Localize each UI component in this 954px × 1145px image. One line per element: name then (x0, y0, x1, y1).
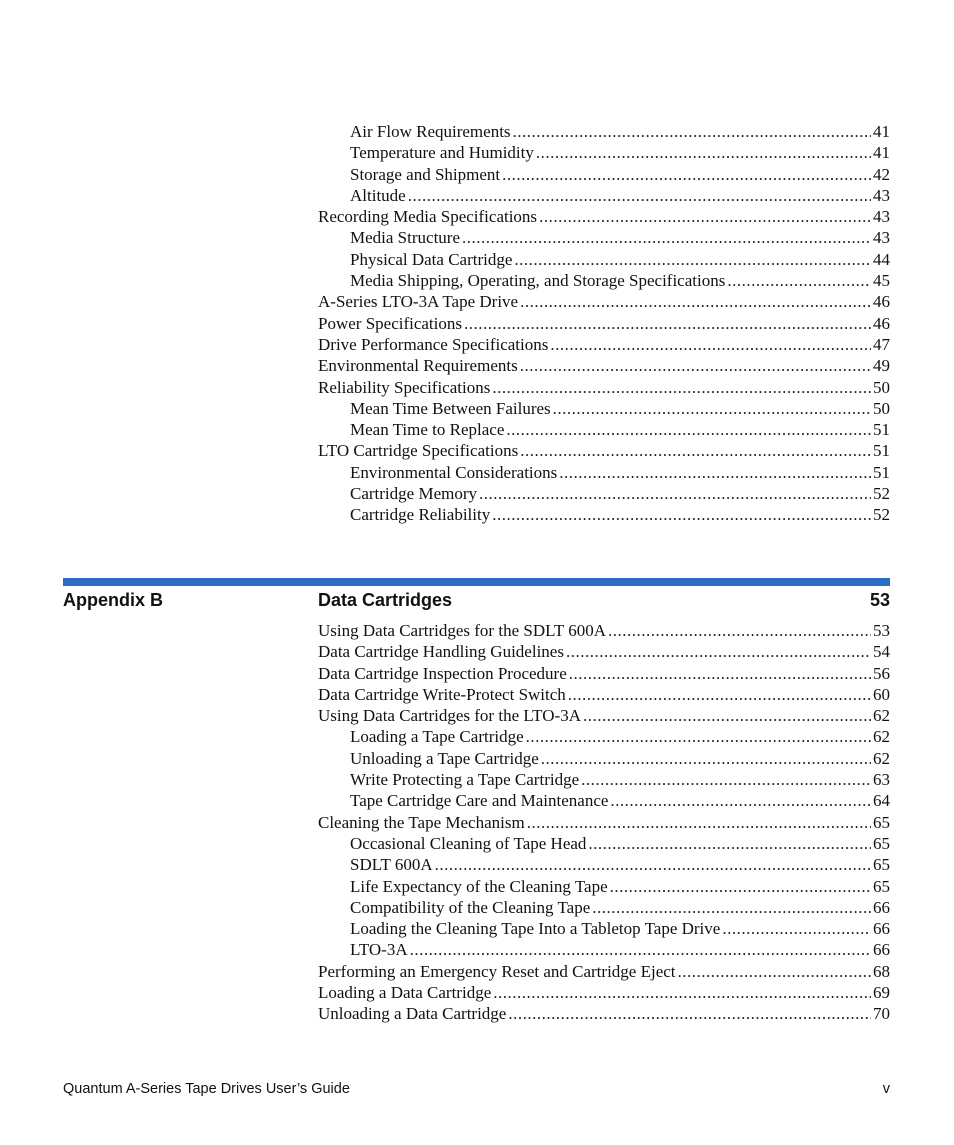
toc-dot-leader (479, 483, 871, 504)
toc-entry[interactable] (318, 790, 890, 811)
appendix-title[interactable]: Data Cartridges (318, 590, 453, 610)
toc-entry-page: 54 (873, 642, 890, 662)
toc-dot-leader (508, 1003, 871, 1024)
toc-entry-title: Reliability Specifications (318, 377, 491, 397)
toc-entry[interactable] (318, 854, 890, 875)
toc-entry-title: Media Shipping, Operating, and Storage Specifications (350, 271, 726, 291)
toc-dot-leader (520, 355, 871, 376)
toc-dot-leader (566, 641, 871, 662)
toc-entry-title: LTO-3A (350, 940, 408, 960)
appendix-page-number[interactable]: 53 (869, 590, 890, 610)
toc-entry[interactable] (318, 483, 890, 504)
toc-entry[interactable] (318, 142, 890, 163)
toc-entry-page: 53 (873, 621, 890, 640)
toc-dot-leader (408, 185, 871, 206)
toc-entry-page: 65 (873, 855, 890, 875)
toc-entry[interactable] (318, 897, 890, 918)
toc-dot-leader (435, 854, 871, 875)
toc-entry-page: 51 (873, 420, 890, 440)
toc-entry-title: Storage and Shipment (350, 164, 501, 184)
toc-entry[interactable] (318, 270, 890, 291)
toc-entry-title: Tape Cartridge Care and Maintenance (350, 791, 609, 811)
toc-dot-leader (513, 121, 871, 142)
toc-entry-title: Drive Performance Specifications (318, 334, 549, 354)
toc-entry[interactable] (318, 419, 890, 440)
toc-entry-title: Write Protecting a Tape Cartridge (350, 770, 580, 790)
toc-entry[interactable] (318, 1003, 890, 1024)
toc-entry-title: Environmental Requirements (318, 356, 518, 376)
toc-entry-title: Temperature and Humidity (350, 143, 534, 163)
toc-entry-page: 46 (873, 313, 890, 333)
toc-dot-leader (520, 440, 871, 461)
toc-dot-leader (506, 419, 871, 440)
toc-entry-page: 42 (873, 164, 890, 184)
toc-dot-leader (581, 769, 871, 790)
toc-entry-title: Life Expectancy of the Cleaning Tape (350, 876, 608, 896)
toc-entry-page: 63 (873, 770, 890, 790)
toc-dot-leader (559, 462, 871, 483)
toc-dot-leader (539, 206, 871, 227)
toc-dot-leader (492, 377, 871, 398)
toc-entry[interactable] (318, 833, 890, 854)
toc-entry-title: Loading the Cleaning Tape Into a Tabletop Tape Drive (350, 919, 721, 939)
toc-entry-title: Mean Time to Replace (350, 420, 505, 440)
toc-entry[interactable] (318, 206, 890, 227)
toc-entry-title: Data Cartridge Write-Protect Switch (318, 684, 566, 704)
toc-entry[interactable] (318, 812, 890, 833)
toc-entry-title: Performing an Emergency Reset and Cartridge Eject (318, 961, 676, 981)
footer-page-number: v (882, 1081, 890, 1097)
toc-entry-page: 66 (873, 919, 890, 939)
toc-list-appendix-b (318, 620, 890, 1025)
toc-dot-leader (727, 270, 871, 291)
toc-entry-page: 46 (873, 292, 890, 312)
toc-dot-leader (608, 620, 871, 641)
toc-entry-title: Environmental Considerations (350, 462, 558, 482)
toc-entry-page: 65 (873, 812, 890, 832)
toc-dot-leader (514, 249, 871, 270)
toc-entry-title: Power Specifications (318, 313, 462, 333)
toc-dot-leader (610, 790, 871, 811)
toc-entry-page: 44 (873, 249, 890, 269)
toc-dot-leader (462, 227, 871, 248)
toc-entry-page: 64 (873, 791, 890, 811)
toc-entry-page: 60 (873, 684, 890, 704)
toc-entry-title: Cleaning the Tape Mechanism (318, 812, 525, 832)
toc-entry-title: Media Structure (350, 228, 460, 248)
toc-dot-leader (610, 876, 871, 897)
toc-entry-title: Occasional Cleaning of Tape Head (350, 833, 587, 853)
toc-entry-page: 62 (873, 727, 890, 747)
toc-entry[interactable] (318, 982, 890, 1003)
toc-entry[interactable] (318, 313, 890, 334)
toc-entry-title: Unloading a Data Cartridge (318, 1004, 507, 1024)
toc-dot-leader (410, 939, 871, 960)
toc-dot-leader (527, 812, 871, 833)
toc-entry-page: 66 (873, 897, 890, 917)
toc-entry-title: Physical Data Cartridge (350, 249, 513, 269)
toc-entry[interactable] (318, 918, 890, 939)
toc-dot-leader (583, 705, 871, 726)
toc-entry-title: Loading a Tape Cartridge (350, 727, 524, 747)
toc-dot-leader (553, 398, 871, 419)
footer-title: Quantum A-Series Tape Drives User’s Guide (63, 1081, 350, 1097)
toc-entry[interactable] (318, 377, 890, 398)
toc-entry[interactable] (318, 462, 890, 483)
toc-entry-page: 45 (873, 271, 890, 291)
toc-entry-page: 62 (873, 706, 890, 726)
toc-dot-leader (502, 164, 871, 185)
toc-entry-page: 65 (873, 833, 890, 853)
toc-entry[interactable] (318, 121, 890, 142)
toc-entry-title: Data Cartridge Handling Guidelines (318, 642, 564, 662)
toc-entry-title: Cartridge Memory (350, 484, 477, 504)
toc-dot-leader (550, 334, 871, 355)
toc-dot-leader (493, 982, 871, 1003)
toc-entry-page: 52 (873, 484, 890, 504)
appendix-rule (63, 578, 890, 586)
toc-entry[interactable] (318, 705, 890, 726)
toc-entry-page: 41 (873, 143, 890, 163)
toc-entry-page: 52 (873, 505, 890, 525)
toc-entry-page: 43 (873, 185, 890, 205)
toc-entry-title: Compatibility of the Cleaning Tape (350, 897, 591, 917)
toc-entry[interactable] (318, 249, 890, 270)
toc-entry[interactable] (318, 291, 890, 312)
toc-entry-page: 49 (873, 356, 890, 376)
toc-entry-title: A-Series LTO-3A Tape Drive (318, 292, 519, 312)
toc-entry-title: Data Cartridge Inspection Procedure (318, 663, 567, 683)
toc-entry[interactable] (318, 876, 890, 897)
toc-entry[interactable] (318, 769, 890, 790)
toc-entry-page: 56 (873, 663, 890, 683)
toc-dot-leader (526, 726, 871, 747)
toc-entry[interactable] (318, 227, 890, 248)
toc-entry-page: 51 (873, 462, 890, 482)
toc-entry-page: 51 (873, 441, 890, 461)
toc-dot-leader (569, 663, 871, 684)
toc-entry-title: SDLT 600A (350, 855, 433, 875)
toc-entry[interactable] (318, 939, 890, 960)
toc-entry-page: 50 (873, 377, 890, 397)
toc-entry[interactable] (318, 641, 890, 662)
toc-dot-leader (568, 684, 871, 705)
toc-entry-page: 62 (873, 748, 890, 768)
toc-entry-title: Using Data Cartridges for the SDLT 600A (318, 621, 607, 640)
toc-entry-title: Air Flow Requirements (350, 122, 511, 141)
toc-entry-page: 69 (873, 983, 890, 1003)
toc-dot-leader (464, 313, 871, 334)
toc-entry-page: 41 (873, 122, 890, 141)
toc-dot-leader (592, 897, 871, 918)
toc-dot-leader (536, 142, 871, 163)
toc-entry[interactable] (318, 504, 890, 525)
toc-entry[interactable] (318, 748, 890, 769)
toc-entry-page: 68 (873, 961, 890, 981)
toc-entry-title: Altitude (350, 185, 406, 205)
toc-dot-leader (520, 291, 871, 312)
toc-dot-leader (541, 748, 871, 769)
toc-entry[interactable] (318, 355, 890, 376)
toc-entry[interactable] (318, 684, 890, 705)
toc-entry-title: Using Data Cartridges for the LTO-3A (318, 706, 581, 726)
toc-dot-leader (492, 504, 871, 525)
toc-entry-page: 70 (873, 1004, 890, 1024)
toc-dot-leader (588, 833, 871, 854)
toc-entry-title: LTO Cartridge Specifications (318, 441, 519, 461)
toc-entry-title: Recording Media Specifications (318, 207, 538, 227)
toc-entry[interactable] (318, 440, 890, 461)
toc-entry-page: 50 (873, 398, 890, 418)
toc-entry-page: 43 (873, 207, 890, 227)
toc-entry-page: 47 (873, 334, 890, 354)
toc-entry-title: Loading a Data Cartridge (318, 983, 492, 1003)
toc-entry-page: 43 (873, 228, 890, 248)
toc-entry[interactable] (318, 185, 890, 206)
toc-dot-leader (678, 961, 871, 982)
toc-entry[interactable] (318, 164, 890, 185)
toc-entry[interactable] (318, 334, 890, 355)
toc-entry[interactable] (318, 398, 890, 419)
toc-entry[interactable] (318, 663, 890, 684)
toc-entry-page: 66 (873, 940, 890, 960)
toc-entry[interactable] (318, 961, 890, 982)
appendix-label: Appendix B (63, 590, 164, 610)
toc-entry-title: Cartridge Reliability (350, 505, 491, 525)
toc-entry[interactable] (318, 620, 890, 641)
toc-entry-title: Mean Time Between Failures (350, 398, 551, 418)
toc-entry-page: 65 (873, 876, 890, 896)
toc-entry[interactable] (318, 726, 890, 747)
toc-dot-leader (722, 918, 871, 939)
toc-list-specifications (318, 121, 890, 526)
toc-entry-title: Unloading a Tape Cartridge (350, 748, 539, 768)
